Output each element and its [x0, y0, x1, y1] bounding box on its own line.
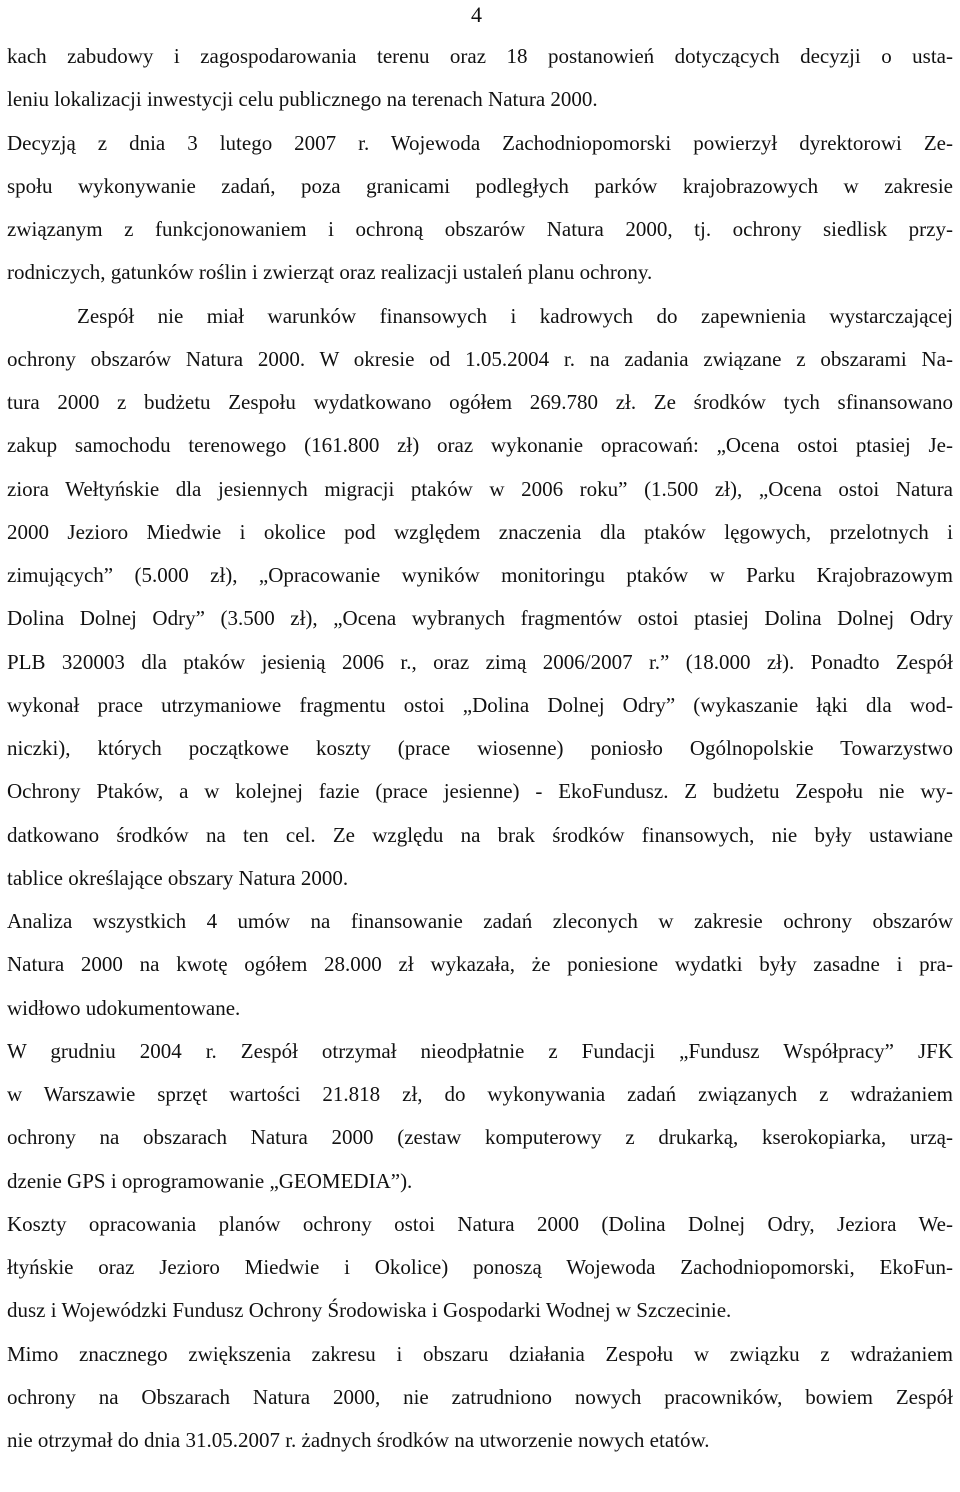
- text-line: kach zabudowy i zagospodarowania terenu oraz 18 postanowień dotyczących decyzji o usta-: [7, 44, 953, 68]
- text-line: Ochrony Ptaków, a w kolejnej fazie (prace jesienne) - EkoFundusz. Z budżetu Zespołu nie wy-: [7, 779, 953, 803]
- text-line: Mimo znacznego zwiększenia zakresu i obszaru działania Zespołu w związku z wdrażaniem: [7, 1342, 953, 1366]
- text-line: w Warszawie sprzęt wartości 21.818 zł, do wykonywania zadań związanych z wdrażaniem: [7, 1082, 953, 1106]
- text-line: rodniczych, gatunków roślin i zwierząt oraz realizacji ustaleń planu ochrony.: [7, 260, 653, 284]
- text-line: dusz i Wojewódzki Fundusz Ochrony Środowiska i Gospodarki Wodnej w Szczecinie.: [7, 1298, 732, 1322]
- text-line: tura 2000 z budżetu Zespołu wydatkowano ogółem 269.780 zł. Ze środków tych sfinansowano: [7, 390, 953, 414]
- text-line: W grudniu 2004 r. Zespół otrzymał nieodpłatnie z Fundacji „Fundusz Współpracy” JFK: [7, 1039, 953, 1063]
- text-line: Analiza wszystkich 4 umów na finansowanie zadań zleconych w zakresie ochrony obszarów: [7, 909, 953, 933]
- text-line: 2000 Jezioro Miedwie i okolice pod względem znaczenia dla ptaków lęgowych, przelotnych i: [7, 520, 953, 544]
- text-line: tablice określające obszary Natura 2000.: [7, 866, 349, 890]
- text-line: Dolina Dolnej Odry” (3.500 zł), „Ocena wybranych fragmentów ostoi ptasiej Dolina Dolnej Odry: [7, 606, 953, 630]
- text-line: zimujących” (5.000 zł), „Opracowanie wyników monitoringu ptaków w Parku Krajobrazowym: [7, 563, 953, 587]
- text-line: niczki), których początkowe koszty (prace wiosenne) poniosło Ogólnopolskie Towarzystwo: [7, 736, 953, 760]
- text-line: ziora Wełtyńskie dla jesiennych migracji ptaków w 2006 roku” (1.500 zł), „Ocena ostoi Natura: [7, 477, 953, 501]
- text-line: PLB 320003 dla ptaków jesienią 2006 r., oraz zimą 2006/2007 r.” (18.000 zł). Ponadto Zespół: [7, 650, 953, 674]
- text-line: datkowano środków na ten cel. Ze względu na brak środków finansowych, nie były ustawiane: [7, 823, 953, 847]
- text-line: Zespół nie miał warunków finansowych i kadrowych do zapewnienia wystarczającej: [77, 304, 953, 328]
- text-line: łtyńskie oraz Jezioro Miedwie i Okolice) ponoszą Wojewoda Zachodniopomorski, EkoFun-: [7, 1255, 953, 1279]
- text-line: wykonał prace utrzymaniowe fragmentu ostoi „Dolina Dolnej Odry” (wykaszanie łąki dla wod-: [7, 693, 953, 717]
- text-line: nie otrzymał do dnia 31.05.2007 r. żadnych środków na utworzenie nowych etatów.: [7, 1428, 710, 1452]
- page-number: 4: [471, 2, 482, 27]
- text-line: ochrony na obszarach Natura 2000 (zestaw komputerowy z drukarką, kserokopiarka, urzą-: [7, 1125, 953, 1149]
- text-line: Koszty opracowania planów ochrony ostoi Natura 2000 (Dolina Dolnej Odry, Jeziora We-: [7, 1212, 953, 1236]
- text-line: związanym z funkcjonowaniem i ochroną obszarów Natura 2000, tj. ochrony siedlisk przy-: [7, 217, 953, 241]
- text-line: społu wykonywanie zadań, poza granicami podległych parków krajobrazowych w zakresie: [7, 174, 953, 198]
- text-line: Decyzją z dnia 3 lutego 2007 r. Wojewoda Zachodniopomorski powierzył dyrektorowi Ze-: [7, 131, 953, 155]
- text-line: zakup samochodu terenowego (161.800 zł) oraz wykonanie opracowań: „Ocena ostoi ptasiej Je-: [7, 433, 953, 457]
- text-line: dzenie GPS i oprogramowanie „GEOMEDIA”).: [7, 1169, 413, 1193]
- text-line: ochrony obszarów Natura 2000. W okresie od 1.05.2004 r. na zadania związane z obszarami Na-: [7, 347, 953, 371]
- text-line: Natura 2000 na kwotę ogółem 28.000 zł wykazała, że poniesione wydatki były zasadne i pra-: [7, 952, 953, 976]
- text-line: widłowo udokumentowane.: [7, 996, 241, 1020]
- text-line: ochrony na Obszarach Natura 2000, nie zatrudniono nowych pracowników, bowiem Zespół: [7, 1385, 953, 1409]
- text-line: leniu lokalizacji inwestycji celu publicznego na terenach Natura 2000.: [7, 87, 598, 111]
